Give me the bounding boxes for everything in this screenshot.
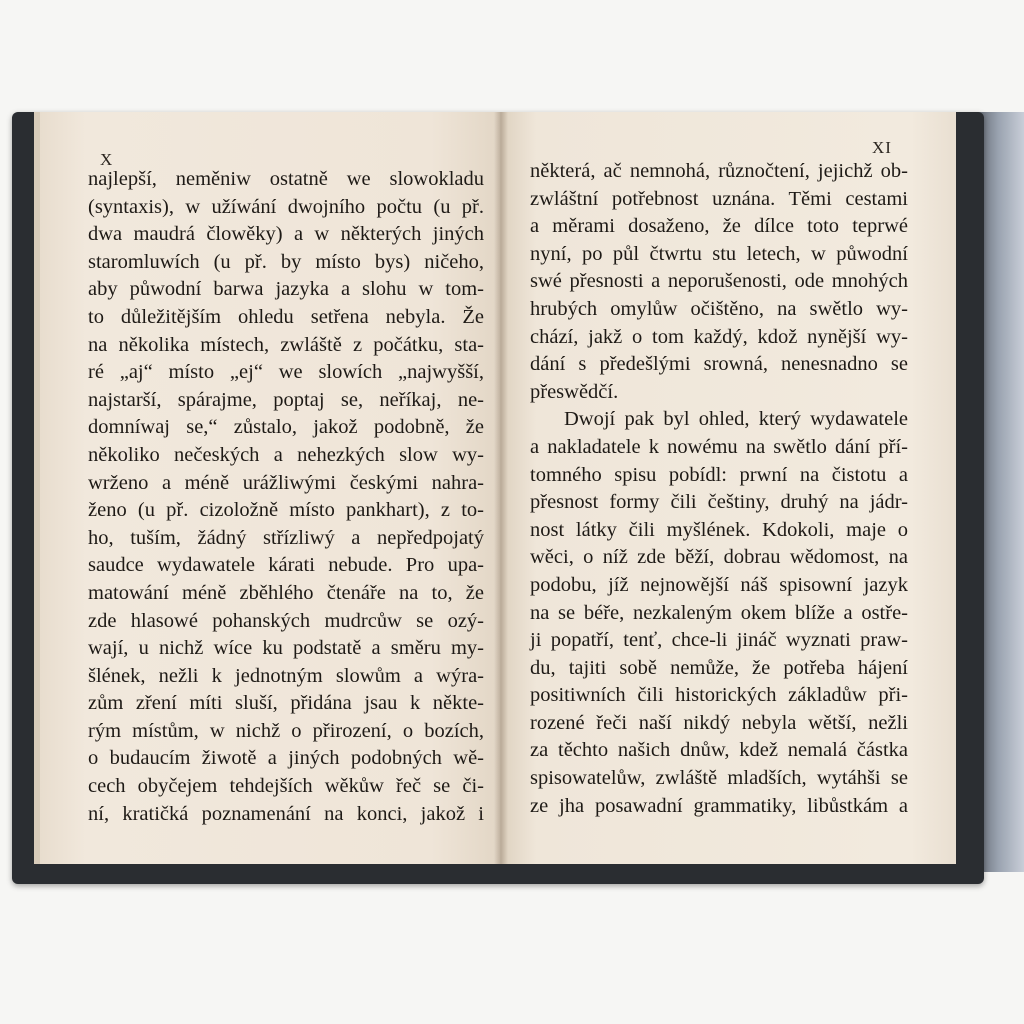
left-page-number: X [100,150,114,169]
text-line: wrženo a méně urážliwými českými nahra- [88,471,484,494]
text-line: rozené řeči naší nikdý nebyla wětší, nežli [530,711,908,734]
text-line: některá, ač nemnohá, různočtení, jejichž ob- [530,160,908,182]
text-line: wají, u nichž wíce ku podstatě a směru my- [88,637,484,660]
text-line: to důležitějším ohledu setřena nebyla. Že [88,305,484,328]
text-line: a měrami dosaženo, že dílce toto teprwé [530,215,908,238]
text-line: spisowatelůw, zwláště mladších, wytáhši se [530,767,908,790]
text-line: staromluwích (u př. by místo bys) ničeho, [88,250,484,273]
text-line: několiko nečeských a nehezkých slow wy- [88,443,484,466]
right-page-text [530,158,908,820]
text-line: přeswědčí. [530,380,619,403]
text-line: Dwojí pak byl ohled, který wydawatele [564,408,908,431]
text-line: saudce wydawatele kárati nebude. Pro upa- [88,554,484,577]
text-line: domníwaj se,“ zůstalo, jakož podobně, že [88,416,484,439]
text-line: matowání méně zběhlého čtenáře na to, že [88,581,484,604]
text-line: přesnost formy čili češtiny, druhý na jádr- [530,491,908,514]
text-line: chází, jakž o tom každý, kdož nynější wy- [530,325,908,348]
text-line: najstarší, spárajme, poptaj se, neříkaj, ne- [88,388,484,411]
text-line: ré „aj“ místo „ej“ we slowích „najwyšší, [88,361,484,384]
text-line: nost látky čili myšlének. Kdokoli, maje o [530,518,908,541]
text-line: wěci, o níž zde běží, dobrau wědomost, na [530,546,908,569]
text-line: hrubých omylůw očištěno, na swětlo wy- [530,297,908,320]
text-line: du, tajiti sobě nemůže, že potřeba hájení [530,656,908,679]
text-line: positiwních čili historických základůw při- [530,684,908,707]
text-line: dwa maudrá člowěky) a w některých jiných [88,223,484,246]
text-line: šlének, nežli k jednotným slowům a wýra- [88,664,484,687]
left-page-text [88,166,484,828]
text-line: ho, tuším, žádný střízliwý a nepředpojatý [88,526,484,549]
text-line: na několika místech, zwláště z počátku, sta- [88,333,484,356]
text-line: ní, kratičká poznamenání na konci, jakož i [88,802,484,825]
text-line: na se béře, nezkaleným okem blíže a ostře- [530,601,908,624]
text-line: najlepší, neměniw ostatně we slowokladu [88,168,484,190]
text-line: o budaucím žiwotě a jiných podobných wě- [88,747,484,770]
text-line: podobu, jíž nejnowější náš spisowní jazyk [530,573,908,596]
text-line: zde hlasowé pohanských mudrcůw se ozý- [88,609,484,632]
text-line: zwláštní potřebnost uznána. Těmi cestami [530,187,908,210]
text-line: ze jha posawadní grammatiky, libůstkám a [530,794,908,817]
text-line: ženo (u př. cizoložně místo pankhart), z to- [88,499,484,522]
book-gutter [494,112,508,864]
text-line: cech obyčejem tehdejších wěkůw řeč se či- [88,775,484,798]
text-line: rým místům, w nichž o přirození, o bozích, [88,719,484,742]
text-line: dání s předešlými srowná, nenesnadno se [530,353,908,376]
text-line: za těchto našich dnůw, kdež nemalá částka [530,739,908,762]
text-line: zům zření míti sluší, přidána jsau k někte- [88,692,484,715]
text-line: a nakladatele k nowému na swětlo dání pří- [530,435,908,458]
text-line: (syntaxis), w užíwání dwojního počtu (u př. [88,195,484,218]
text-line: tomného spisu pobídl: prwní na čistotu a [530,463,908,486]
text-line: ji popatří, tenť, chce-li jináč wyznati praw- [530,629,908,652]
text-line: aby půwodní barwa jazyka a slohu w tom- [88,278,484,301]
text-line: swé přesnosti a neporušenosti, ode mnohých [530,270,908,293]
text-line: nyní, po půl čtwrtu stu letech, w půwodní [530,242,908,265]
right-page-number: XI [872,138,892,157]
